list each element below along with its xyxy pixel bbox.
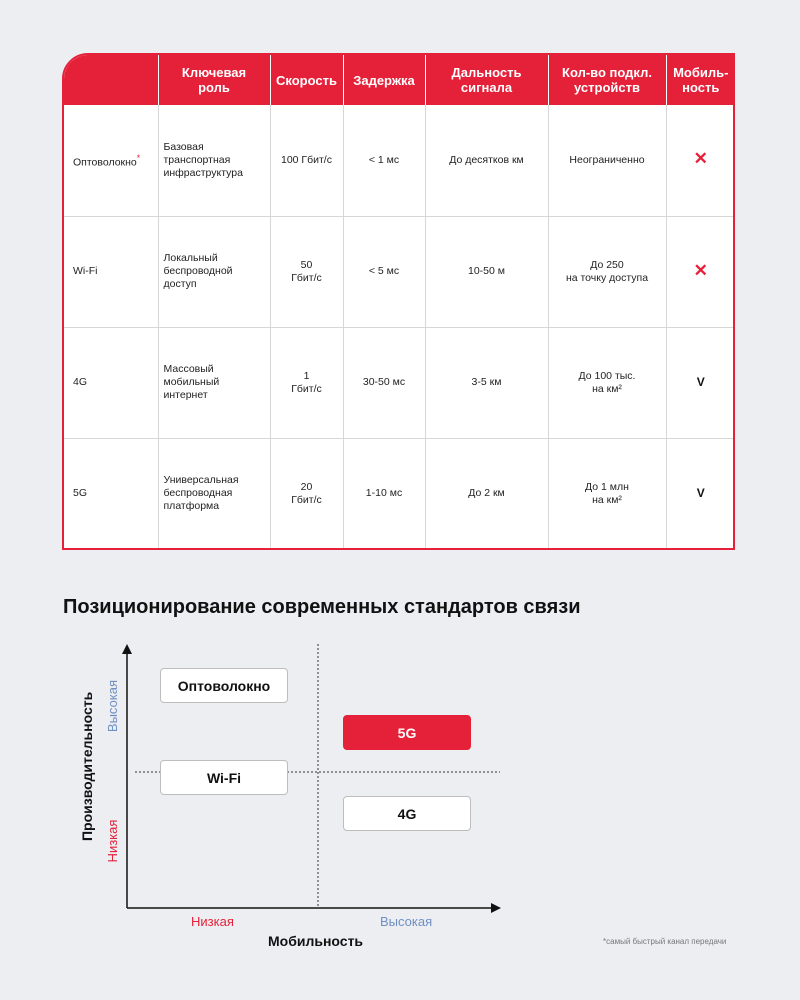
header-mobility: Мобиль- ность xyxy=(666,55,735,105)
cell-name-text: Wi-Fi xyxy=(73,265,98,277)
cell-latency: < 5 мс xyxy=(343,216,425,327)
cell-range: До десятков км xyxy=(425,105,548,216)
wifi-box: Wi-Fi xyxy=(160,760,288,795)
cell-devices: Неограниченно xyxy=(548,105,666,216)
comparison-table xyxy=(62,53,735,550)
header-role: Ключевая роль xyxy=(158,55,270,105)
cell-latency: 30-50 мс xyxy=(343,327,425,438)
x-axis-high-label: Высокая xyxy=(380,914,433,929)
cell-name xyxy=(64,105,158,216)
y-axis-title: Производительность xyxy=(79,691,95,841)
cross-icon: ✕ xyxy=(693,260,708,280)
cell-range: До 2 км xyxy=(425,438,548,549)
section-title: Позиционирование современных стандартов связи xyxy=(63,596,581,618)
y-axis-low-label: Низкая xyxy=(105,819,120,863)
cell-range: 3-5 км xyxy=(425,327,548,438)
cell-role: Базовая транспортная инфраструктура xyxy=(158,105,270,216)
cell-name-text: 4G xyxy=(73,376,88,388)
cell-devices: До 250 на точку доступа xyxy=(548,216,666,327)
cell-role: Массовый мобильный интернет xyxy=(158,327,270,438)
footnote-asterisk: * xyxy=(136,152,141,163)
cell-devices: До 1 млн на км² xyxy=(548,438,666,549)
header-empty xyxy=(64,55,158,105)
cell-speed: 20 Гбит/с xyxy=(270,438,343,549)
footnote: *самый быстрый канал передачи xyxy=(603,937,727,946)
cell-mobility xyxy=(666,327,735,438)
cell-name xyxy=(64,216,158,327)
cell-mobility xyxy=(666,438,735,549)
table-row xyxy=(64,327,735,438)
cell-speed: 50 Гбит/с xyxy=(270,216,343,327)
cell-name xyxy=(64,438,158,549)
cell-mobility xyxy=(666,105,735,216)
header-devices: Кол-во подкл. устройств xyxy=(548,55,666,105)
header-range: Дальность сигнала xyxy=(425,55,548,105)
cell-latency: 1-10 мс xyxy=(343,438,425,549)
cell-devices: До 100 тыс. на км² xyxy=(548,327,666,438)
cell-role: Универсальная беспроводная платформа xyxy=(158,438,270,549)
check-icon: V xyxy=(696,374,705,389)
x-axis-title: Мобильность xyxy=(268,933,364,949)
table-row xyxy=(64,438,735,549)
cell-range: 10-50 м xyxy=(425,216,548,327)
5g-box: 5G xyxy=(343,715,471,750)
table-header-row xyxy=(64,55,735,105)
cell-mobility xyxy=(666,216,735,327)
cell-speed: 100 Гбит/с xyxy=(270,105,343,216)
cell-name-text: 5G xyxy=(73,487,88,500)
cross-icon: ✕ xyxy=(693,149,708,169)
header-speed: Скорость xyxy=(270,55,343,105)
x-axis-low-label: Низкая xyxy=(191,914,234,929)
cell-latency: < 1 мс xyxy=(343,105,425,216)
table-row xyxy=(64,105,735,216)
fiber-box: Оптоволокно xyxy=(160,668,288,703)
cell-role: Локальный беспроводной доступ xyxy=(158,216,270,327)
y-axis-high-label: Высокая xyxy=(105,679,120,733)
cell-name xyxy=(64,327,158,438)
cell-speed: 1 Гбит/с xyxy=(270,327,343,438)
header-latency: Задержка xyxy=(343,55,425,105)
check-icon: V xyxy=(696,485,705,500)
table-row xyxy=(64,216,735,327)
4g-box: 4G xyxy=(343,796,471,831)
cell-name-text: Оптоволокно xyxy=(73,156,137,168)
